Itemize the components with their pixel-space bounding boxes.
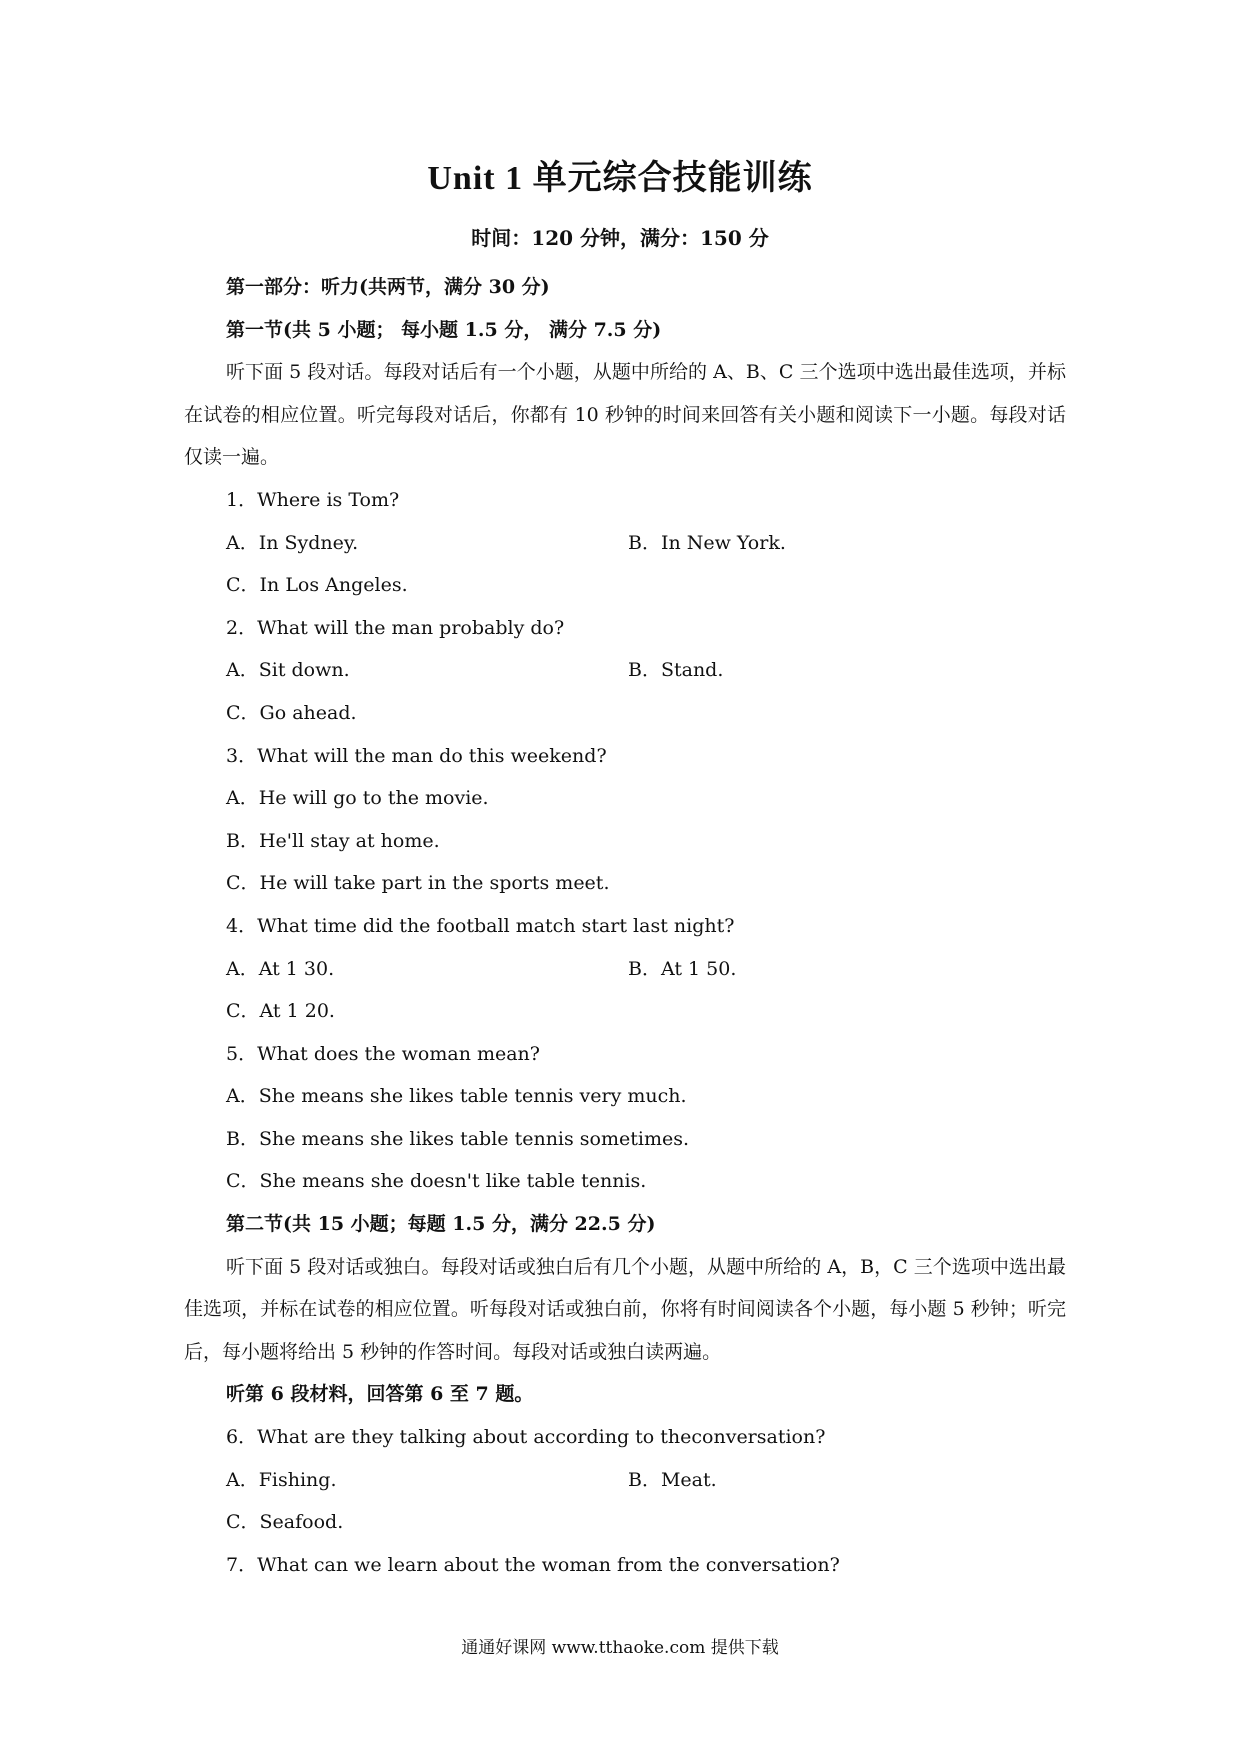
section1-instructions: 听下面 5 段对话。每段对话后有一个小题，从题中所给的 A、B、C 三个选项中选出最佳选项，并标在试卷的相应位置。听完每段对话后，你都有 10 秒钟的时间来回答有关小题和阅读下一小题。每段对话仅读一遍。 (184, 361, 1066, 469)
option-b: B．She means she likes table tennis sometimes. (226, 1127, 690, 1150)
question-stem: 4．What time did the football match start last night? (226, 914, 735, 937)
option-a: A．At 1 30. (226, 957, 335, 980)
option-a: A．In Sydney. (226, 531, 359, 554)
option-c: C．He will take part in the sports meet. (226, 872, 610, 895)
option-row (184, 522, 1066, 565)
option-row (184, 649, 1066, 692)
exam-body (184, 266, 1066, 1586)
option-a: A．He will go to the movie. (226, 787, 489, 810)
option-c: C．At 1 20. (226, 1000, 335, 1023)
option-row (184, 1459, 1066, 1502)
question-stem: 1．Where is Tom? (226, 488, 400, 511)
option-c: C．In Los Angeles. (226, 574, 408, 597)
option-b: B．Stand. (628, 659, 724, 682)
option-b: B．Meat. (628, 1468, 717, 1491)
page-title: Unit 1 单元综合技能训练 (427, 160, 813, 197)
page-footer: 通通好课网 www.tthaoke.com 提供下载 (461, 1638, 779, 1658)
option-c: C．Go ahead. (226, 701, 357, 724)
option-c: C．Seafood. (226, 1511, 344, 1534)
option-a: A．She means she likes table tennis very much. (226, 1085, 687, 1108)
option-b: B．He'll stay at home. (226, 829, 440, 852)
option-row (184, 948, 1066, 991)
option-a: A．Sit down. (226, 659, 350, 682)
exam-time-and-score: 时间：120 分钟，满分：150 分 (471, 226, 769, 250)
section1-heading: 第一节(共 5 小题； 每小题 1.5 分， 满分 7.5 分) (226, 318, 662, 341)
option-b: B．In New York. (628, 531, 786, 554)
question-stem: 7．What can we learn about the woman from the conversation? (226, 1553, 840, 1576)
question-stem: 6．What are they talking about according to theconversation? (226, 1426, 826, 1449)
part1-heading: 第一部分：听力(共两节，满分 30 分) (226, 276, 550, 298)
section2-instructions: 听下面 5 段对话或独白。每段对话或独白后有几个小题，从题中所给的 A，B，C 三个选项中选出最佳选项，并标在试卷的相应位置。听每段对话或独白前，你将有时间阅读各个小题，每小题 5 秒钟；听完后，每小题将给出 5 秒钟的作答时间。每段对话或独白读两遍。 (184, 1255, 1066, 1363)
option-c: C．She means she doesn't like table tennis. (226, 1170, 647, 1193)
section2-heading: 第二节(共 15 小题；每题 1.5 分，满分 22.5 分) (226, 1213, 656, 1236)
question-stem: 3．What will the man do this weekend? (226, 744, 607, 767)
option-b: B．At 1 50. (628, 957, 737, 980)
material6-heading: 听第 6 段材料，回答第 6 至 7 题。 (226, 1383, 534, 1406)
question-stem: 5．What does the woman mean? (226, 1042, 540, 1065)
option-a: A．Fishing. (226, 1468, 337, 1491)
question-stem: 2．What will the man probably do? (226, 616, 565, 639)
